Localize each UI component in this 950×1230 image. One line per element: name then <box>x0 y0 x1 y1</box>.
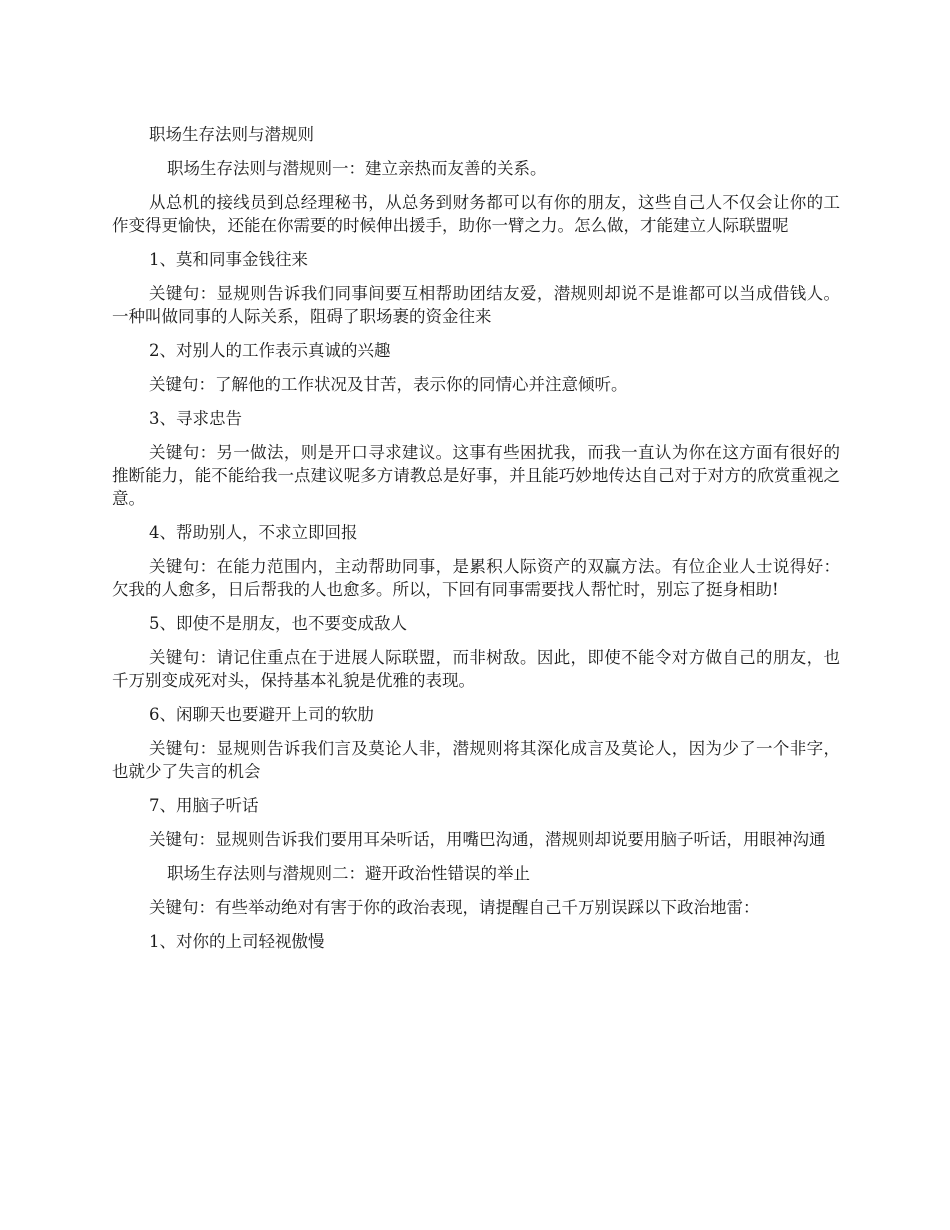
intro-paragraph: 从总机的接线员到总经理秘书，从总务到财务都可以有你的朋友，这些自己人不仅会让你的工作变得更愉快，还能在你需要的时候伸出援手，助你一臂之力。怎么做，才能建立人际联盟呢 <box>112 193 840 235</box>
section-heading-1: 职场生存法则与潜规则一：建立亲热而友善的关系。 <box>167 159 547 178</box>
key-sentence-3: 关键句：另一做法，则是开口寻求建议。这事有些困扰我，而我一直认为你在这方面有很好的推断能力，能不能给我一点建议呢多方请教总是好事，并且能巧妙地传达自己对于对方的欣赏重视之意。 <box>112 443 840 508</box>
rule-item-3: 3、寻求忠告 <box>149 409 242 428</box>
rule-item-2: 2、对别人的工作表示真诚的兴趣 <box>149 341 391 360</box>
key-sentence-5: 关键句：请记住重点在于进展人际联盟，而非树敌。因此，即使不能令对方做自己的朋友，也千万别变成死对头，保持基本礼貌是优雅的表现。 <box>112 648 840 690</box>
rule-item-6: 6、闲聊天也要避开上司的软肋 <box>149 705 374 724</box>
document-title: 职场生存法则与潜规则 <box>149 125 314 144</box>
document-body <box>112 123 840 964</box>
rule-item-8: 1、对你的上司轻视傲慢 <box>149 932 325 951</box>
rule-item-5: 5、即使不是朋友，也不要变成敌人 <box>149 614 407 633</box>
section-heading-2: 职场生存法则与潜规则二：避开政治性错误的举止 <box>167 864 530 883</box>
rule-item-1: 1、莫和同事金钱往来 <box>149 250 308 269</box>
key-sentence-1: 关键句：显规则告诉我们同事间要互相帮助团结友爱，潜规则却说不是谁都可以当成借钱人。一种叫做同事的人际关系，阻碍了职场裹的资金往来 <box>112 284 840 326</box>
rule-item-4: 4、帮助别人，不求立即回报 <box>149 523 358 542</box>
rule-item-7: 7、用脑子听话 <box>149 796 259 815</box>
key-sentence-7: 关键句：显规则告诉我们要用耳朵听话，用嘴巴沟通，潜规则却说要用脑子听话，用眼神沟通 <box>149 830 826 849</box>
key-sentence-4: 关键句：在能力范围内，主动帮助同事，是累积人际资产的双赢方法。有位企业人士说得好：欠我的人愈多，日后帮我的人也愈多。所以，下回有同事需要找人帮忙时，别忘了挺身相助! <box>112 557 840 599</box>
key-sentence-2: 关键句：了解他的工作状况及甘苦，表示你的同情心并注意倾听。 <box>149 375 628 394</box>
key-sentence-8: 关键句：有些举动绝对有害于你的政治表现，请提醒自己千万别误踩以下政治地雷： <box>149 898 760 917</box>
key-sentence-6: 关键句：显规则告诉我们言及莫论人非，潜规则将其深化成言及莫论人，因为少了一个非字，也就少了失言的机会 <box>112 739 840 781</box>
